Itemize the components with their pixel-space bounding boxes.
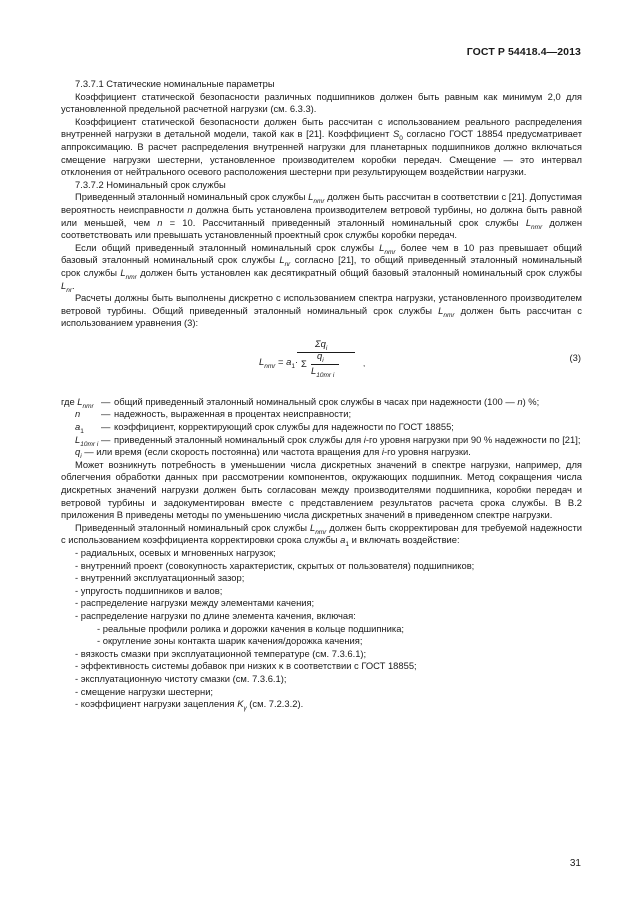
sublist-item: - реальные профили ролика и дорожки качения в кольце подшипника;: [97, 622, 405, 634]
definition-row: $a_1$ — коэффициент, корректирующий срок службы для надежности по ГОСТ 18855;: [75, 421, 454, 435]
definition-row: $q_i$ — или время (если скорость постоянна) или частота вращения для i-го уровня нагрузки.: [75, 446, 471, 461]
list-item: - внутренний проект (совокупность характеристик, скрытых от пользователя) подшипников;: [75, 559, 475, 571]
list-item: - эксплуатационную чистоту смазки (см. 7.3.6.1);: [75, 672, 287, 684]
page-number: 31: [569, 858, 581, 869]
list-item: - внутренний эксплуатационный зазор;: [75, 572, 245, 584]
list-item: - коэффициент нагрузки зацепления $K_\gamma$ (см. 7.2.3.2).: [75, 698, 304, 712]
definition-row: n — надежность, выраженная в процентах неисправности;: [75, 408, 352, 420]
list-item: - распределение нагрузки между элементами качения;: [75, 597, 315, 609]
equation-3: $L_{nmr} = a_1\cdot$ $\Sigma q_i$ Σ $q_i$ $L_{10mr i}$ , (3): [61, 334, 582, 394]
section-7-3-7-1-title: 7.3.7.1 Статические номинальные параметры: [75, 78, 275, 89]
section-7-3-7-2-title: 7.3.7.2 Номинальный срок службы: [75, 178, 226, 190]
definition-row: где $L_{nmr}$ — общий приведенный эталонный номинальный срок службы в часах при надежности (100 — n) %;: [61, 395, 540, 410]
influence-list: [61, 547, 582, 711]
sublist-item: - округление зоны контакта шарик качения/дорожка качения;: [97, 635, 363, 647]
paragraph: Приведенный эталонный номинальный срок службы $L_{nmr}$ должен быть рассчитан в соответствии с [21]. Допустимая вероятность неисправности n должна быть установлена производителем ветровой турбины, но должна быть равной или меньшей, чем n = 10. Рассчитанный приведенный эталонный номинальный срок службы $L_{nmr}$ должен соответствовать или превышать установленный проектный срок службы коробки передач.: [61, 191, 583, 241]
definitions-list: [61, 396, 582, 459]
standard-header: ГОСТ Р 54418.4—2013: [466, 46, 581, 58]
paragraph: Если общий приведенный эталонный номинальный срок службы $L_{nmr}$ более чем в 10 раз превышает общий базовый эталонный номинальный срок службы $L_{nr}$ согласно [21], то общий приведенный эталонный номинальный срок службы $L_{nmr}$ должен быть установлен как десятикратный общий базовый эталонный номинальный срок службы $L_{nr}$.: [61, 241, 583, 294]
paragraph: Приведенный эталонный номинальный срок службы $L_{nmr}$ должен быть скорректирован для требуемой надежности с использованием коэффициента корректировки срока службы $a_1$ и включать воздействие:: [61, 521, 582, 549]
paragraph: Коэффициент статической безопасности должен быть рассчитан с использованием реального распределения внутренней нагрузки в детальной модели, такой как в [21]. Коэффициент $S_0$ согласно ГОСТ 18854 предусматривает аппроксимацию. В расчет распределения внутренней нагрузки для планетарных подшипников должно включаться смещение нагрузки шестерни, установленное производителем коробки передач. Смещение — это интервал отклонения от нейтрального осевого расположения шестерни при результирующем воздействии нагрузки.: [61, 115, 582, 178]
list-item: - вязкость смазки при эксплуатационной температуре (см. 7.3.6.1);: [75, 647, 367, 659]
equation-fraction: $\Sigma q_i$ Σ $q_i$ $L_{10mr i}$: [293, 338, 357, 388]
list-item: - смещение нагрузки шестерни;: [75, 685, 214, 697]
list-item: - упругость подшипников и валов;: [75, 584, 223, 596]
definition-row: $L_{10mr i}$ — приведенный эталонный номинальный срок службы для i-го уровня нагрузки при 90 % надежности по [21];: [75, 433, 581, 448]
paragraph: Коэффициент статической безопасности различных подшипников должен быть равным как минимум 2,0 для установленной предельной расчетной нагрузки (см. 6.3.3).: [61, 90, 582, 115]
paragraph: Расчеты должны быть выполнены дискретно с использованием спектра нагрузки, установленного производителем ветровой турбины. Общий приведенный эталонный номинальный срок службы $L_{nmr}$ должен быть рассчитан с использованием уравнения (3):: [61, 292, 582, 329]
equation-lhs: $L_{nmr} = a_1\cdot$: [259, 355, 299, 370]
list-item: - распределение нагрузки по длине элемента качения, включая:: [75, 609, 356, 621]
list-item: - эффективность системы добавок при низких κ в соответствии с ГОСТ 18855;: [75, 660, 417, 672]
list-item: - радиальных, осевых и мгновенных нагрузок;: [75, 547, 276, 558]
equation-number: (3): [569, 351, 581, 363]
paragraph: Может возникнуть потребность в уменьшении числа дискретных значений в спектре нагрузки, например, для облегчения обработки данных при рассмотрении компонентов, окружающих подшипник. Метод сокращения числа дискретных значений нагрузки должен быть согласован между производителями подшипника, коробки передач и ветровой турбины и задокументирован вместе с представлением результатов расчета срока службы. В В.2 приложения В приведены методы по уменьшению числа дискретных значений в приведенном спектре нагрузки.: [61, 458, 582, 521]
page-content: [61, 78, 582, 711]
